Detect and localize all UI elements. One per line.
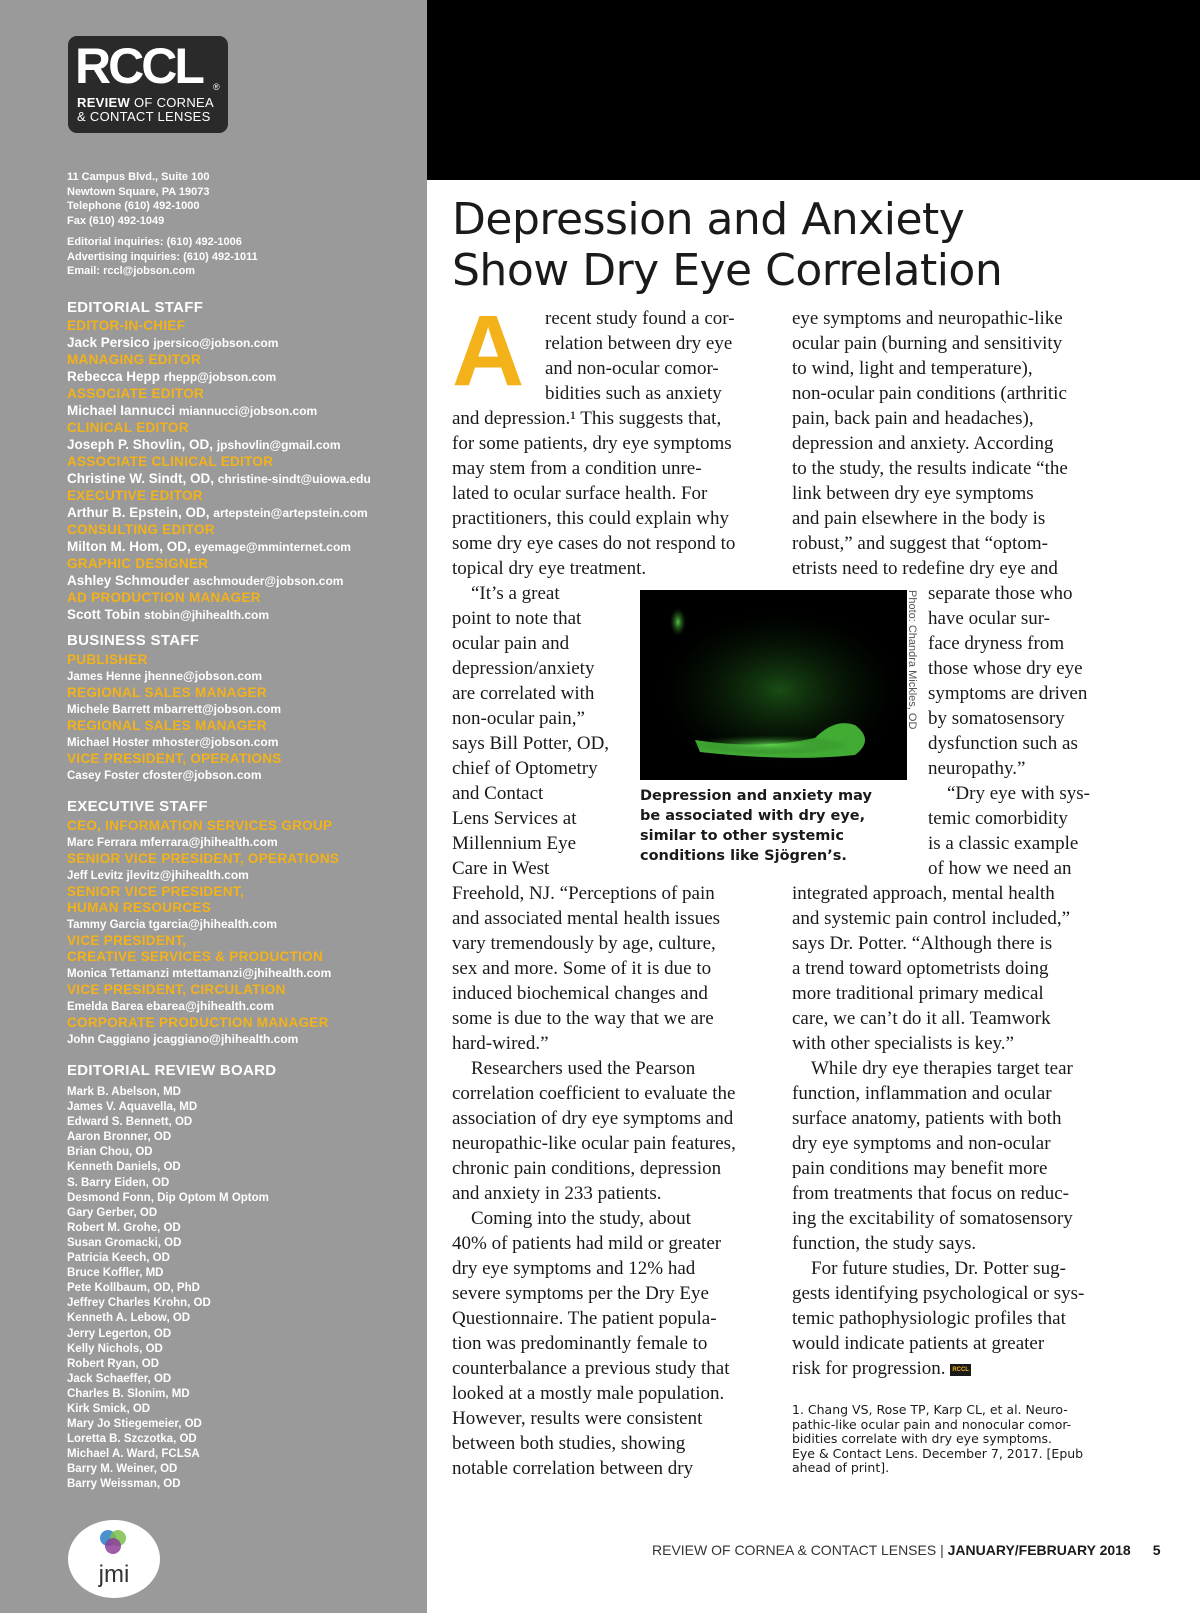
staff-title: VICE PRESIDENT,	[67, 933, 187, 948]
staff-name: Milton M. Hom, OD, eyemage@mminternet.com	[67, 539, 351, 554]
staff-name: James Henne jhenne@jobson.com	[67, 669, 263, 683]
text-line: dry eye symptoms and 12% had	[452, 1258, 696, 1279]
text-line: dry eye symptoms and non-ocular	[792, 1133, 1051, 1154]
headline-line: Depression and Anxiety	[452, 194, 965, 245]
text-line: relation between dry eye	[545, 333, 733, 354]
text-line: pain conditions may benefit more	[792, 1158, 1048, 1179]
staff-title: VICE PRESIDENT, OPERATIONS	[67, 751, 282, 766]
board-member: Jerry Legerton, OD	[67, 1327, 172, 1340]
text-line: and systemic pain control included,”	[792, 908, 1071, 929]
text-line: eye symptoms and neuropathic-like	[792, 308, 1063, 329]
staff-name: John Caggiano jcaggiano@jhihealth.com	[67, 1032, 299, 1046]
text-line: While dry eye therapies target tear	[811, 1058, 1073, 1079]
end-mark: RCCL	[950, 1364, 971, 1376]
board-member: Desmond Fonn, Dip Optom M Optom	[67, 1191, 269, 1204]
caption-line: similar to other systemic	[640, 828, 844, 844]
text-line: between both studies, showing	[452, 1433, 686, 1454]
text-line: notable correlation between dry	[452, 1458, 694, 1479]
text-line: symptoms are driven	[928, 683, 1088, 704]
reference-note	[792, 1403, 1083, 1476]
text-line: risk for progression. RCCL	[792, 1358, 969, 1379]
text-line: depression and anxiety. According	[792, 433, 1054, 454]
staff-name: Joseph P. Shovlin, OD, jpshovlin@gmail.com	[67, 437, 341, 452]
photo-caption	[640, 786, 872, 866]
text-line: and Contact	[452, 783, 544, 804]
photo-credit: Photo: Chandra Mickles, OD	[906, 590, 918, 730]
board-member: Susan Gromacki, OD	[67, 1236, 182, 1249]
text-line: sex and more. Some of it is due to	[452, 958, 712, 979]
page-number: 5	[1152, 1542, 1161, 1558]
board-member: Gary Gerber, OD	[67, 1206, 158, 1219]
address-line: Newtown Square, PA 19073	[67, 185, 210, 198]
review-board-heading: EDITORIAL REVIEW BOARD	[67, 1062, 277, 1079]
col2-rest	[792, 881, 1084, 1381]
logo-subtitle-2: & CONTACT LENSES	[77, 109, 211, 124]
rccl-logo	[68, 36, 228, 133]
text-line: ocular pain and	[452, 633, 570, 654]
text-line: integrated approach, mental health	[792, 883, 1055, 904]
text-line: to wind, light and temperature),	[792, 358, 1033, 379]
staff-name: Monica Tettamanzi mtettamanzi@jhihealth.com	[67, 966, 332, 980]
text-line: some is due to the way that we are	[452, 1008, 714, 1029]
text-line: Coming into the study, about	[471, 1208, 691, 1229]
text-line: Researchers used the Pearson	[471, 1058, 696, 1079]
text-line: vary tremendously by age, culture,	[452, 933, 716, 954]
text-line: practitioners, this could explain why	[452, 508, 730, 529]
inquiry-line: Advertising inquiries: (610) 492-1011	[67, 250, 258, 263]
staff-name: Michele Barrett mbarrett@jobson.com	[67, 702, 282, 716]
staff-name: Scott Tobin stobin@jhihealth.com	[67, 607, 270, 622]
text-line: Care in West	[452, 858, 550, 879]
text-line: temic comorbidity	[928, 808, 1068, 829]
text-line: pain, back pain and headaches),	[792, 408, 1034, 429]
staff-name: Michael Iannucci miannucci@jobson.com	[67, 403, 318, 418]
staff-title: REGIONAL SALES MANAGER	[67, 718, 267, 733]
board-member: Patricia Keech, OD	[67, 1252, 170, 1265]
text-line: are correlated with	[452, 683, 595, 704]
staff-name: Ashley Schmouder aschmouder@jobson.com	[67, 573, 344, 588]
text-line: topical dry eye treatment.	[452, 558, 647, 579]
col1-body	[452, 406, 736, 1481]
text-line: depression/anxiety	[452, 658, 595, 679]
text-line: severe symptoms per the Dry Eye	[452, 1283, 709, 1304]
text-line: link between dry eye symptoms	[792, 483, 1034, 504]
address-line: Telephone (610) 492-1000	[67, 200, 200, 212]
board-member: S. Barry Eiden, OD	[67, 1176, 170, 1189]
text-line: function, the study says.	[792, 1233, 977, 1254]
text-line: may stem from a condition unre-	[452, 458, 702, 479]
text-line: from treatments that focus on reduc-	[792, 1183, 1069, 1204]
board-member: Brian Chou, OD	[67, 1146, 153, 1159]
text-line: and associated mental health issues	[452, 908, 721, 929]
text-line: is a classic example	[928, 833, 1079, 854]
board-member: Mark B. Abelson, MD	[67, 1086, 181, 1098]
text-line: would indicate patients at greater	[792, 1333, 1045, 1354]
text-line: care, we can’t do it all. Teamwork	[792, 1008, 1051, 1029]
text-line: gests identifying psychological or sys-	[792, 1283, 1085, 1304]
staff-title: EDITOR-IN-CHIEF	[67, 318, 186, 333]
staff-name: Emelda Barea ebarea@jhihealth.com	[67, 999, 275, 1013]
text-line: non-ocular pain,”	[452, 708, 585, 729]
text-line: For future studies, Dr. Potter sug-	[811, 1258, 1066, 1279]
jmi-logo-text: jmi	[98, 1561, 130, 1588]
article-photo	[640, 590, 907, 780]
text-line: association of dry eye symptoms and	[452, 1108, 734, 1129]
board-member: Loretta B. Szczotka, OD	[67, 1433, 197, 1446]
logo-reg: ®	[213, 82, 220, 92]
business-staff-heading: BUSINESS STAFF	[67, 632, 200, 649]
caption-line: be associated with dry eye,	[640, 808, 866, 824]
board-member: Jeffrey Charles Krohn, OD	[67, 1297, 211, 1310]
staff-name: Jeff Levitz jlevitz@jhihealth.com	[67, 868, 249, 882]
text-line: chief of Optometry	[452, 758, 598, 779]
inquiry-line: Email: rccl@jobson.com	[67, 265, 196, 277]
text-line: non-ocular pain conditions (arthritic	[792, 383, 1067, 404]
reference-line: ahead of print].	[792, 1460, 890, 1475]
page-footer	[652, 1540, 1161, 1560]
text-line: ocular pain (burning and sensitivity	[792, 333, 1063, 354]
text-line: of how we need an	[928, 858, 1072, 879]
staff-title: VICE PRESIDENT, CIRCULATION	[67, 982, 286, 997]
caption-line: conditions like Sjögren’s.	[640, 848, 847, 864]
text-line: separate those who	[928, 583, 1073, 604]
address-line: 11 Campus Blvd., Suite 100	[67, 171, 210, 183]
staff-title: PUBLISHER	[67, 652, 148, 667]
reference-line: bidities correlate with dry eye symptoms.	[792, 1431, 1052, 1446]
article-headline	[452, 194, 1172, 296]
logo-subtitle-1: REVIEW OF CORNEA	[77, 95, 214, 110]
text-line: says Dr. Potter. “Although there is	[792, 933, 1053, 954]
text-line: hard-wired.”	[452, 1033, 549, 1054]
editorial-staff-list	[67, 318, 371, 624]
text-line: and anxiety in 233 patients.	[452, 1183, 662, 1204]
col2-top	[792, 306, 1068, 581]
text-line: chronic pain conditions, depression	[452, 1158, 722, 1179]
staff-title: GRAPHIC DESIGNER	[67, 556, 209, 571]
board-member: Michael A. Ward, FCLSA	[67, 1448, 200, 1461]
board-member: Pete Kollbaum, OD, PhD	[67, 1282, 200, 1295]
text-line: correlation coefficient to evaluate the	[452, 1083, 736, 1104]
reference-line: pathic-like ocular pain and nonocular comor-	[792, 1416, 1072, 1432]
staff-title: HUMAN RESOURCES	[67, 900, 212, 915]
text-line: robust,” and suggest that “optom-	[792, 533, 1048, 554]
text-line: with other specialists is key.”	[792, 1033, 1014, 1054]
text-line: and non-ocular comor-	[545, 358, 719, 379]
staff-name: Michael Hoster mhoster@jobson.com	[67, 735, 279, 749]
staff-name: Arthur B. Epstein, OD, artepstein@artepstein.com	[67, 505, 368, 520]
text-line: some dry eye cases do not respond to	[452, 533, 736, 554]
text-line: neuropathic-like ocular pain features,	[452, 1133, 736, 1154]
staff-title: CLINICAL EDITOR	[67, 420, 189, 435]
review-board-list	[67, 1085, 269, 1493]
board-member: Robert Ryan, OD	[67, 1357, 160, 1370]
footer-separator: |	[936, 1542, 948, 1558]
board-member: Edward S. Bennett, OD	[67, 1116, 193, 1129]
text-line: recent study found a cor-	[545, 308, 735, 329]
board-member: Aaron Bronner, OD	[67, 1131, 172, 1144]
fluorescein-eye-image	[640, 590, 907, 780]
text-line: bidities such as anxiety	[545, 383, 722, 404]
staff-name: Christine W. Sindt, OD, christine-sindt@uiowa.edu	[67, 471, 371, 486]
staff-title: AD PRODUCTION MANAGER	[67, 590, 261, 605]
executive-staff-heading: EXECUTIVE STAFF	[67, 798, 208, 815]
staff-title: REGIONAL SALES MANAGER	[67, 685, 267, 700]
staff-title: CORPORATE PRODUCTION MANAGER	[67, 1015, 329, 1030]
text-line: more traditional primary medical	[792, 983, 1044, 1004]
staff-title: ASSOCIATE EDITOR	[67, 386, 205, 401]
text-line: “It’s a great	[471, 583, 560, 604]
staff-title: SENIOR VICE PRESIDENT, OPERATIONS	[67, 851, 340, 866]
text-line: counterbalance a previous study that	[452, 1358, 730, 1379]
jmi-logo	[68, 1520, 160, 1598]
text-line: have ocular sur-	[928, 608, 1051, 629]
board-member: Jack Schaeffer, OD	[67, 1372, 172, 1385]
text-line: Lens Services at	[452, 808, 577, 829]
board-member: Kenneth Daniels, OD	[67, 1161, 181, 1174]
board-member: Kirk Smick, OD	[67, 1402, 151, 1415]
text-line: tion was predominantly female to	[452, 1333, 708, 1354]
board-member: Kelly Nichols, OD	[67, 1342, 163, 1355]
board-member: Kenneth A. Lebow, OD	[67, 1312, 191, 1325]
text-line: Questionnaire. The patient popula-	[452, 1308, 717, 1329]
text-line: by somatosensory	[928, 708, 1065, 729]
text-line: point to note that	[452, 608, 582, 629]
jmi-logo-mark	[68, 1520, 160, 1598]
board-member: Barry M. Weiner, OD	[67, 1463, 178, 1476]
reference-line: Eye & Contact Lens. December 7, 2017. [Epub	[792, 1445, 1084, 1461]
text-line: lated to ocular surface health. For	[452, 483, 708, 504]
text-line: to the study, the results indicate “the	[792, 458, 1068, 479]
text-line: looked at a mostly male population.	[452, 1383, 725, 1404]
board-member: James V. Aquavella, MD	[67, 1101, 198, 1114]
drop-cap: A	[452, 295, 525, 407]
inquiries-block	[67, 235, 258, 279]
text-line: face dryness from	[928, 633, 1065, 654]
address-block	[67, 170, 209, 228]
caption-line: Depression and anxiety may	[640, 788, 872, 804]
text-line: function, inflammation and ocular	[792, 1083, 1052, 1104]
editorial-staff-heading: EDITORIAL STAFF	[67, 299, 204, 316]
text-line: etrists need to redefine dry eye and	[792, 558, 1058, 579]
footer-publication: REVIEW OF CORNEA & CONTACT LENSES	[652, 1542, 937, 1558]
text-line: a trend toward optometrists doing	[792, 958, 1049, 979]
text-line: and depression.¹ This suggests that,	[452, 408, 722, 429]
staff-title: MANAGING EDITOR	[67, 352, 202, 367]
text-line: those whose dry eye	[928, 658, 1083, 679]
text-line: Millennium Eye	[452, 833, 577, 854]
staff-name: Marc Ferrara mferrara@jhihealth.com	[67, 835, 278, 849]
staff-title: SENIOR VICE PRESIDENT,	[67, 884, 244, 899]
inquiry-line: Editorial inquiries: (610) 492-1006	[67, 236, 242, 248]
text-line: dysfunction such as	[928, 733, 1078, 754]
text-line: says Bill Potter, OD,	[452, 733, 610, 754]
board-member: Bruce Koffler, MD	[67, 1267, 164, 1280]
footer-issue: JANUARY/FEBRUARY 2018	[947, 1542, 1131, 1558]
masthead-sidebar	[0, 0, 427, 1613]
staff-name: Jack Persico jpersico@jobson.com	[67, 335, 279, 350]
board-member: Mary Jo Stiegemeier, OD	[67, 1418, 202, 1431]
staff-name: Tammy Garcia tgarcia@jhihealth.com	[67, 917, 278, 931]
board-member: Charles B. Slonim, MD	[67, 1387, 190, 1400]
staff-name: Casey Foster cfoster@jobson.com	[67, 768, 262, 782]
text-line: temic pathophysiologic profiles that	[792, 1308, 1066, 1329]
executive-staff-list	[67, 818, 339, 1048]
board-member: Robert M. Grohe, OD	[67, 1221, 181, 1234]
text-line: However, results were consistent	[452, 1408, 703, 1429]
text-line: for some patients, dry eye symptoms	[452, 433, 732, 454]
staff-title: CONSULTING EDITOR	[67, 522, 215, 537]
text-line: and pain elsewhere in the body is	[792, 508, 1046, 529]
top-banner	[427, 0, 1200, 180]
logo-main: RCCL	[75, 38, 202, 94]
col2-narrow	[928, 581, 1090, 881]
text-line: induced biochemical changes and	[452, 983, 708, 1004]
text-line: surface anatomy, patients with both	[792, 1108, 1062, 1129]
text-line: neuropathy.”	[928, 758, 1026, 779]
text-line: ing the excitability of somatosensory	[792, 1208, 1073, 1229]
staff-title: CREATIVE SERVICES & PRODUCTION	[67, 949, 324, 964]
staff-name: Rebecca Hepp rhepp@jobson.com	[67, 369, 277, 384]
address-line: Fax (610) 492-1049	[67, 214, 165, 227]
business-staff-list	[67, 652, 282, 784]
text-line: 40% of patients had mild or greater	[452, 1233, 722, 1254]
text-line: “Dry eye with sys-	[947, 783, 1090, 804]
staff-title: EXECUTIVE EDITOR	[67, 488, 203, 503]
staff-title: CEO, INFORMATION SERVICES GROUP	[67, 818, 333, 833]
text-line: Freehold, NJ. “Perceptions of pain	[452, 883, 715, 904]
board-member: Barry Weissman, OD	[67, 1478, 181, 1491]
reference-line: 1. Chang VS, Rose TP, Karp CL, et al. Neuro-	[792, 1402, 1068, 1417]
staff-title: ASSOCIATE CLINICAL EDITOR	[67, 454, 274, 469]
headline-line: Show Dry Eye Correlation	[452, 245, 1003, 296]
col1-intro	[545, 306, 735, 406]
